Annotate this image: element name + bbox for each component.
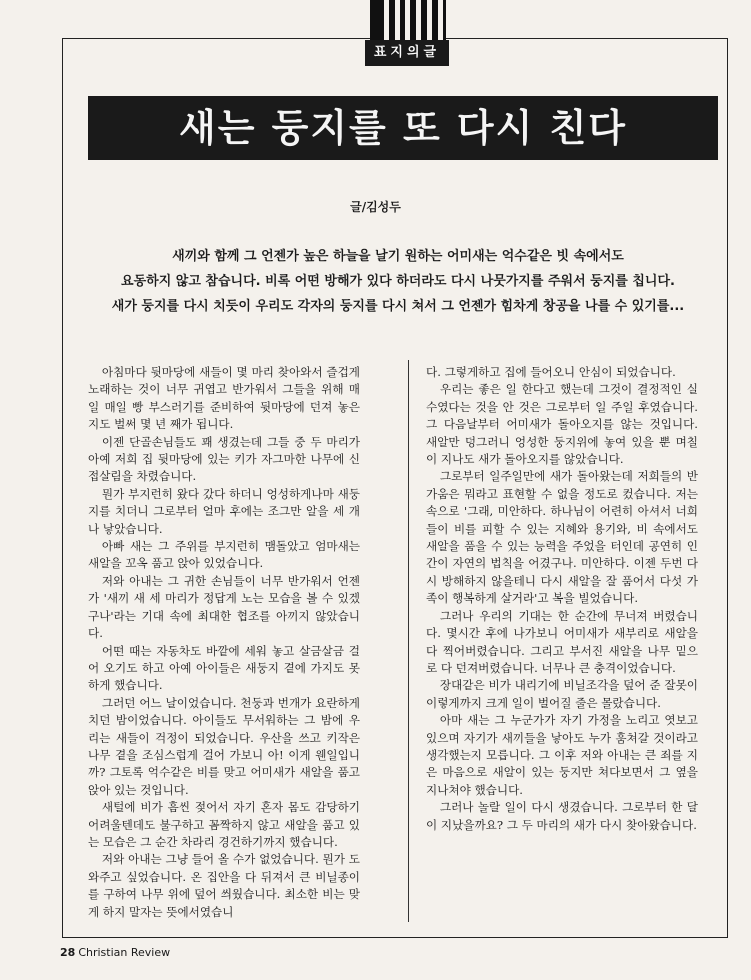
body-paragraph: 아빠 새는 그 주위를 부지런히 맴돌았고 엄마새는 새알을 꼬옥 품고 앉아 있었습니다.: [88, 539, 360, 571]
body-paragraph: 이젠 단골손님들도 꽤 생겼는데 그들 중 두 마리가 아예 저희 집 뒷마당에 있는 키가 자그마한 나무에 신접살림을 차렸습니다.: [88, 434, 360, 484]
body-paragraph: 뭔가 부지런히 왔다 갔다 하더니 엉성하게나마 새둥지를 치더니 그로부터 얼마 후에는 조그만 알을 세 개나 낳았습니다.: [88, 486, 360, 536]
byline: 글/김성두: [350, 200, 401, 214]
body-paragraph: 장대같은 비가 내리기에 비닐조각을 덮어 준 잘못이 이렇게까지 크게 일이 벌어질 줄은 몰랐습니다.: [426, 678, 698, 710]
body-paragraph: 저와 아내는 그냥 들어 올 수가 없었습니다. 뭔가 도와주고 싶었습니다. 온 집안을 다 뒤져서 큰 비닐종이를 구하여 나무 위에 덮어 씌웠습니다. 최소한 비는 맞게 하지 말자는 뜻에서였습니: [88, 852, 360, 919]
column-divider: [408, 360, 409, 922]
intro-paragraph: [108, 244, 688, 319]
body-paragraph: 우리는 좋은 일 한다고 했는데 그것이 결정적인 실수였다는 것을 안 것은 그로부터 일 주일 후였습니다. 그 다음날부터 어미새가 돌아오지를 않는 것입니다. 새알만 덩그러니 엉성한 둥지위에 놓여 있을 뿐 며칠이 지나도 새가 돌아오지를 않았습니다.: [426, 382, 698, 467]
page-footer: [60, 946, 170, 959]
body-paragraph: 그러나 놀랄 일이 다시 생겼습니다. 그로부터 한 달이 지났을까요? 그 두 마리의 새가 다시 찾아왔습니다.: [426, 800, 698, 832]
body-paragraph: 아침마다 뒷마당에 새들이 몇 마리 찾아와서 즐겁게 노래하는 것이 너무 귀엽고 반가워서 그들을 위해 매일 매일 빵 부스러기를 준비하여 뒷마당에 던져 놓은지도 벌써 몇 년 째가 됩니다.: [88, 365, 360, 432]
body-paragraph: 저와 아내는 그 귀한 손님들이 너무 반가워서 언젠가 '새끼 새 세 마리가 정답게 노는 모습을 볼 수 있겠구나'라는 기대 속에 최대한 협조를 아끼지 않았습니다.: [88, 573, 360, 641]
article-title: 새는 둥지를 또 다시 친다: [88, 96, 718, 160]
body-paragraph: 그로부터 일주일만에 새가 돌아왔는데 저희들의 반가움은 뭐라고 표현할 수 없을 정도로 컸습니다. 저는 속으로 '그래, 미안하다. 하나님이 어련히 아셔서 너희들이 비를 피할 수 있는 지혜와 용기와, 비 속에서도 새알을 품을 수 있는 능력을 주었을 터인데 공연히 인간이 자연의 법칙을 어겼구나. 미안하다. 이젠 두번 다시 방해하지 않을테니 다시 새알을 잘 품어서 다섯 가족이 행복하게 살거라'고 복을 빌었습니다.: [426, 469, 698, 606]
body-paragraph: 어떤 때는 자동차도 바깥에 세워 놓고 살금살금 걸어 오기도 하고 아예 아이들은 새둥지 곁에 가지도 못하게 했습니다.: [88, 643, 360, 693]
intro-line: 새가 둥지를 다시 치듯이 우리도 각자의 둥지를 다시 쳐서 그 언젠가 힘차게 창공을 나를 수 있기를...: [111, 299, 685, 314]
body-paragraph: 다. 그렇게하고 집에 들어오니 안심이 되었습니다.: [426, 365, 676, 379]
left-column: [88, 364, 360, 921]
page-number: 28: [60, 946, 76, 959]
body-paragraph: 새털에 비가 흠씬 젖어서 자기 혼자 몸도 감당하기 어려울텐데도 불구하고 꼼짝하지 않고 새알을 품고 있는 모습은 그 순간 차라리 경건하기까지 했습니다.: [88, 800, 360, 849]
intro-line: 요동하지 않고 참습니다. 비록 어떤 방해가 있다 하더라도 다시 나뭇가지를 주워서 둥지를 칩니다.: [121, 274, 675, 289]
section-label: 표지의글: [365, 40, 449, 66]
body-paragraph: 그러나 우리의 기대는 한 순간에 무너져 버렸습니다. 몇시간 후에 나가보니 어미새가 새부리로 새알을 다 찍어버렸습니다. 그리고 부서진 새알을 나무 밑으로 다 던져버렸습니다. 너무나 큰 충격이었습니다.: [426, 608, 698, 675]
body-paragraph: 아마 새는 그 누군가가 자기 가정을 노리고 엿보고 있으며 자기가 새끼들을 낳아도 누가 훔쳐갈 것이라고 생각했는지 모릅니다. 그 이후 저와 아내는 큰 죄를 지은 마음으로 새알이 있는 둥지만 쳐다보면서 그 옆을 지나쳐야 했습니다.: [426, 713, 698, 797]
body-paragraph: 그러던 어느 날이었습니다. 천둥과 번개가 요란하게 치던 밤이었습니다. 아이들도 무서워하는 그 밤에 우리는 새들이 걱정이 되었습니다. 우산을 쓰고 키작은 나무 곁을 조심스럽게 걸어 가보니 아! 이게 웬일입니까? 그토록 억수같은 비를 맞고 어미새가 새알을 품고 앉아 있는 것입니다.: [88, 695, 360, 797]
right-column: [426, 364, 698, 834]
intro-line: 새끼와 함께 그 언젠가 높은 하늘을 날기 원하는 어미새는 억수같은 빗 속에서도: [172, 249, 624, 264]
publication-name: Christian Review: [78, 946, 171, 959]
